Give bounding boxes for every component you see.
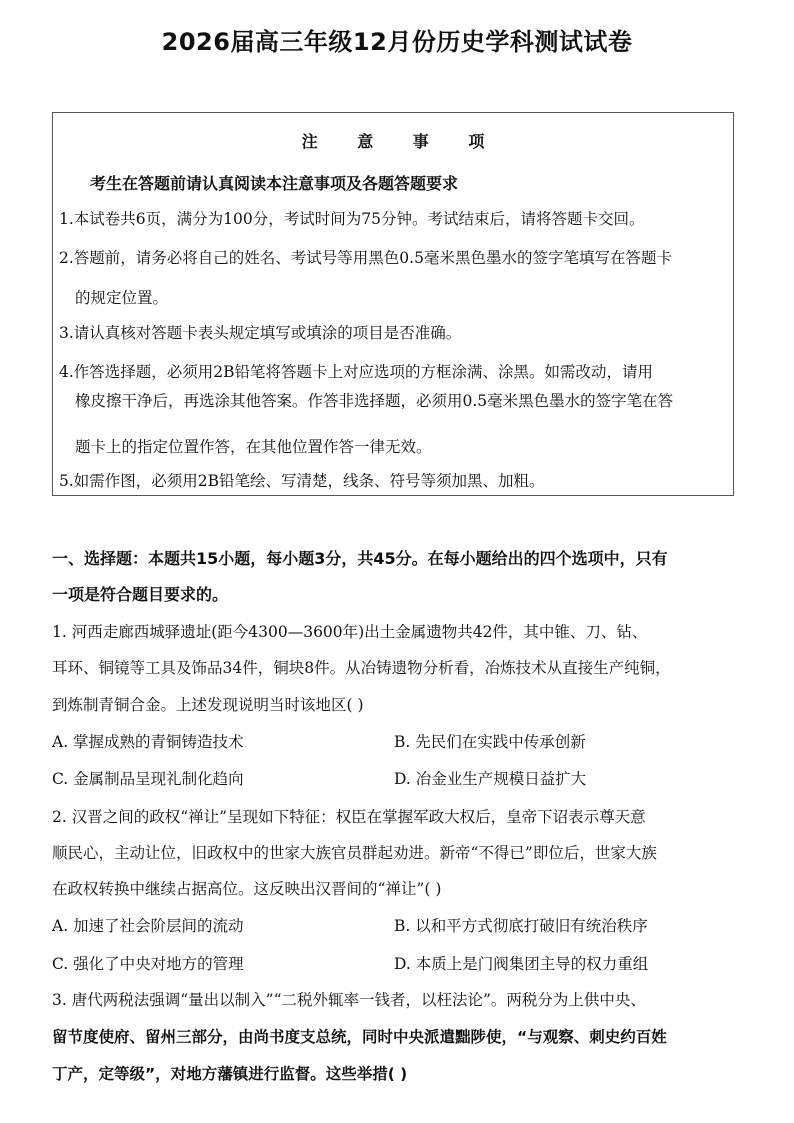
notice-line: 2.答题前，请务必将自己的姓名、考试号等用黑色0.5毫米黑色墨水的签字笔填写在答题卡 bbox=[59, 249, 672, 267]
question-1-text: 耳环、铜镜等工具及饰品34件，铜块8件。从冶铸遗物分析看，冶炼技术从直接生产纯铜， bbox=[52, 659, 671, 677]
notice-line: 3.请认真核对答题卡表头规定填写或填涂的项目是否准确。 bbox=[59, 324, 462, 342]
question-2-text: 顺民心，主动让位，旧政权中的世家大族官员群起劝进。新帝“不得已”即位后，世家大族 bbox=[52, 844, 657, 862]
question-2-option-d: D. 本质上是门阀集团主导的权力重组 bbox=[394, 955, 649, 973]
question-1-option-c: C. 金属制品呈现礼制化趋向 bbox=[52, 770, 244, 788]
notice-line: 题卡上的指定位置作答，在其他位置作答一律无效。 bbox=[75, 438, 432, 456]
question-3-text: 3. 唐代两税法强调“量出以制入”“二税外辄率一钱者，以枉法论”。两税分为上供中央、 bbox=[52, 991, 646, 1009]
notice-box bbox=[52, 112, 734, 496]
question-2-option-c: C. 强化了中央对地方的管理 bbox=[52, 955, 244, 973]
exam-title: 2026届高三年级12月份历史学科测试试卷 bbox=[161, 28, 633, 56]
notice-line: 4.作答选择题，必须用2B铅笔将答题卡上对应选项的方框涂满、涂黑。如需改动，请用 bbox=[59, 363, 654, 381]
question-1-option-b: B. 先民们在实践中传承创新 bbox=[394, 733, 586, 751]
question-1-text: 1. 河西走廊西城驿遗址(距今4300—3600年)出土金属遗物共42件，其中锥、刀、钻、 bbox=[52, 623, 648, 641]
question-1-option-d: D. 冶金业生产规模日益扩大 bbox=[394, 770, 587, 788]
question-2-text: 2. 汉晋之间的政权“禅让”呈现如下特征：权臣在掌握军政大权后，皇帝下诏表示尊天意 bbox=[52, 808, 646, 826]
notice-line: 橡皮擦干净后，再选涂其他答案。作答非选择题，必须用0.5毫米黑色墨水的签字笔在答 bbox=[75, 392, 674, 410]
section-heading-cont: 一项是符合题目要求的。 bbox=[52, 585, 229, 604]
section-heading: 一、选择题：本题共15小题，每小题3分，共45分。在每小题给出的四个选项中，只有 bbox=[52, 549, 668, 568]
question-2-option-a: A. 加速了社会阶层间的流动 bbox=[52, 917, 244, 935]
question-1-option-a: A. 掌握成熟的青铜铸造技术 bbox=[52, 733, 244, 751]
question-3-text: 丁产，定等级”，对地方藩镇进行监督。这些举措( ) bbox=[52, 1065, 408, 1083]
notice-line: 的规定位置。 bbox=[75, 289, 169, 307]
question-2-option-b: B. 以和平方式彻底打破旧有统治秩序 bbox=[394, 917, 648, 935]
notice-subtitle: 考生在答题前请认真阅读本注意事项及各题答题要求 bbox=[90, 174, 459, 193]
notice-line: 5.如需作图，必须用2B铅笔绘、写清楚，线条、符号等须加黑、加粗。 bbox=[59, 472, 545, 490]
question-3-text: 留节度使府、留州三部分，由尚书度支总统，同时中央派遣黜陟使，“与观察、刺史约百姓 bbox=[52, 1028, 667, 1046]
question-2-text: 在政权转换中继续占据高位。这反映出汉晋间的“禅让”( ) bbox=[52, 880, 442, 898]
question-1-text: 到炼制青铜合金。上述发现说明当时该地区( ) bbox=[52, 696, 364, 714]
notice-line: 1.本试卷共6页，满分为100分，考试时间为75分钟。考试结束后，请将答题卡交回。 bbox=[59, 210, 645, 228]
notice-heading: 注 意 事 项 bbox=[301, 132, 485, 151]
